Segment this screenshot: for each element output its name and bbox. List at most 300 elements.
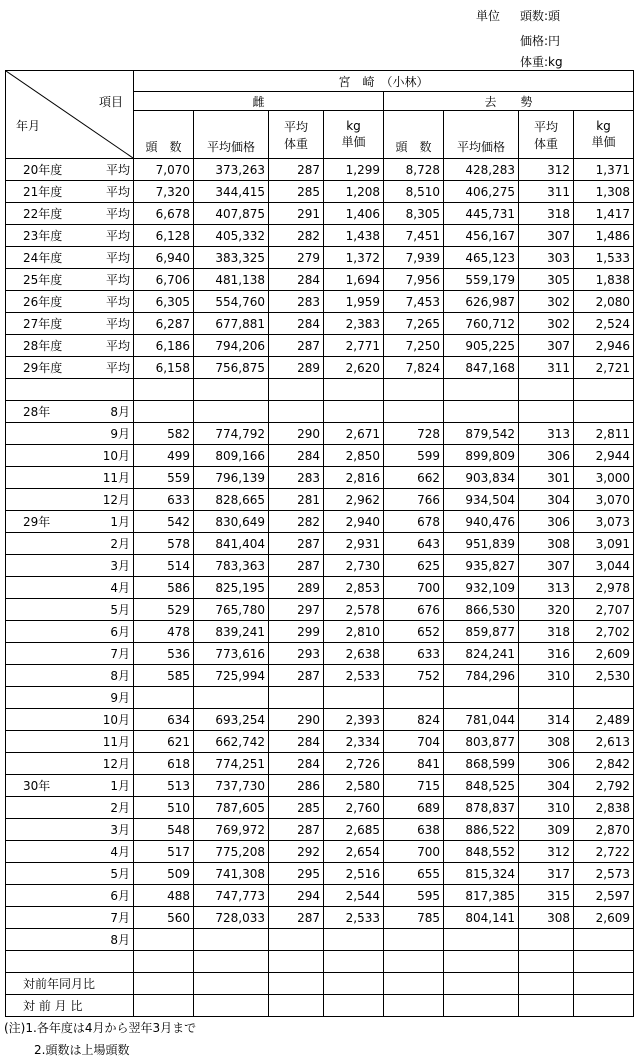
data-cell: 2,722 xyxy=(574,841,634,863)
data-cell xyxy=(269,951,324,973)
row-month-label: 11月 xyxy=(102,471,130,485)
data-cell: 951,839 xyxy=(444,533,519,555)
row-label-cell xyxy=(6,973,134,995)
row-month-label: 平均 xyxy=(105,273,130,287)
data-cell: 7,956 xyxy=(384,269,444,291)
col-kg-price-c xyxy=(574,111,634,159)
data-cell: 796,139 xyxy=(194,467,269,489)
row-label-cell xyxy=(6,511,134,533)
row-month-label: 12月 xyxy=(102,493,130,507)
data-cell: 1,372 xyxy=(324,247,384,269)
table-row xyxy=(6,357,634,379)
yearmonth-label: 年月 xyxy=(16,119,41,133)
table-row xyxy=(6,687,634,709)
data-cell: 287 xyxy=(269,335,324,357)
table-row xyxy=(6,269,634,291)
data-cell: 1,371 xyxy=(574,159,634,181)
data-cell xyxy=(269,929,324,951)
data-cell: 741,308 xyxy=(194,863,269,885)
data-cell: 286 xyxy=(269,775,324,797)
data-cell: 2,685 xyxy=(324,819,384,841)
data-cell: 655 xyxy=(384,863,444,885)
data-cell: 7,320 xyxy=(134,181,194,203)
table-row xyxy=(6,819,634,841)
data-cell xyxy=(269,995,324,1017)
data-cell: 7,453 xyxy=(384,291,444,313)
row-month-label: 5月 xyxy=(110,603,130,617)
data-cell: 481,138 xyxy=(194,269,269,291)
data-cell: 428,283 xyxy=(444,159,519,181)
row-month-label: 平均 xyxy=(105,185,130,199)
data-cell: 307 xyxy=(519,225,574,247)
data-cell: 815,324 xyxy=(444,863,519,885)
data-cell: 310 xyxy=(519,797,574,819)
row-month-label: 3月 xyxy=(110,559,130,573)
col-kg-price-c-2: 単価 xyxy=(591,135,616,149)
row-label-cell xyxy=(6,753,134,775)
data-cell: 940,476 xyxy=(444,511,519,533)
row-label-cell xyxy=(6,291,134,313)
data-cell: 905,225 xyxy=(444,335,519,357)
data-cell: 899,809 xyxy=(444,445,519,467)
table-row xyxy=(6,753,634,775)
row-year-label: 25年度 xyxy=(23,273,63,287)
col-avg-price-c: 平均価格 xyxy=(444,111,519,159)
data-cell: 6,186 xyxy=(134,335,194,357)
data-cell: 2,544 xyxy=(324,885,384,907)
data-cell xyxy=(574,973,634,995)
row-label-cell xyxy=(6,995,134,1017)
data-cell: 809,166 xyxy=(194,445,269,467)
data-cell xyxy=(194,929,269,951)
data-cell: 2,946 xyxy=(574,335,634,357)
data-cell xyxy=(519,929,574,951)
table-row xyxy=(6,885,634,907)
data-cell: 752 xyxy=(384,665,444,687)
table-row xyxy=(6,709,634,731)
data-cell: 1,299 xyxy=(324,159,384,181)
data-cell: 285 xyxy=(269,797,324,819)
data-cell: 304 xyxy=(519,775,574,797)
data-cell: 3,044 xyxy=(574,555,634,577)
row-label-cell xyxy=(6,269,134,291)
data-cell: 294 xyxy=(269,885,324,907)
data-cell: 774,251 xyxy=(194,753,269,775)
data-cell: 618 xyxy=(134,753,194,775)
row-label-cell xyxy=(6,533,134,555)
row-month-label: 3月 xyxy=(110,823,130,837)
data-cell: 6,305 xyxy=(134,291,194,313)
table-row xyxy=(6,577,634,599)
data-cell: 2,613 xyxy=(574,731,634,753)
data-cell: 634 xyxy=(134,709,194,731)
data-cell: 2,334 xyxy=(324,731,384,753)
data-cell: 287 xyxy=(269,555,324,577)
col-avg-weight-f xyxy=(269,111,324,159)
unit-weight: 体重:kg xyxy=(520,55,563,69)
data-cell xyxy=(519,995,574,1017)
notes xyxy=(4,1017,196,1061)
data-cell: 7,250 xyxy=(384,335,444,357)
data-cell: 302 xyxy=(519,291,574,313)
data-cell: 2,533 xyxy=(324,907,384,929)
data-cell: 287 xyxy=(269,665,324,687)
data-cell: 8,510 xyxy=(384,181,444,203)
data-cell: 311 xyxy=(519,357,574,379)
data-cell: 677,881 xyxy=(194,313,269,335)
data-cell: 586 xyxy=(134,577,194,599)
data-cell: 283 xyxy=(269,291,324,313)
data-cell: 2,811 xyxy=(574,423,634,445)
row-month-label: 2月 xyxy=(110,801,130,815)
data-cell: 478 xyxy=(134,621,194,643)
data-cell xyxy=(574,929,634,951)
data-cell: 310 xyxy=(519,665,574,687)
table-row xyxy=(6,775,634,797)
data-cell xyxy=(134,401,194,423)
table-row xyxy=(6,665,634,687)
row-label-cell xyxy=(6,709,134,731)
data-cell xyxy=(574,401,634,423)
data-cell xyxy=(269,379,324,401)
data-cell: 652 xyxy=(384,621,444,643)
data-cell: 7,824 xyxy=(384,357,444,379)
data-cell: 6,158 xyxy=(134,357,194,379)
data-cell: 643 xyxy=(384,533,444,555)
table-row xyxy=(6,841,634,863)
row-year-label: 28年 xyxy=(23,405,51,419)
data-cell xyxy=(444,995,519,1017)
table-row xyxy=(6,379,634,401)
data-cell: 879,542 xyxy=(444,423,519,445)
data-cell: 7,939 xyxy=(384,247,444,269)
row-label-cell xyxy=(6,555,134,577)
data-cell: 287 xyxy=(269,159,324,181)
data-cell: 312 xyxy=(519,159,574,181)
data-cell: 700 xyxy=(384,577,444,599)
unit-label: 単位 xyxy=(476,9,501,23)
data-cell: 2,530 xyxy=(574,665,634,687)
unit-heads: 頭数:頭 xyxy=(520,9,561,23)
data-cell: 284 xyxy=(269,445,324,467)
data-cell xyxy=(444,687,519,709)
data-cell: 886,522 xyxy=(444,819,519,841)
table-row xyxy=(6,423,634,445)
data-cell: 787,605 xyxy=(194,797,269,819)
data-cell: 2,870 xyxy=(574,819,634,841)
data-cell: 8,305 xyxy=(384,203,444,225)
data-cell: 638 xyxy=(384,819,444,841)
data-cell xyxy=(384,929,444,951)
data-cell xyxy=(134,687,194,709)
col-avg-weight-c xyxy=(519,111,574,159)
data-cell: 311 xyxy=(519,181,574,203)
data-cell: 314 xyxy=(519,709,574,731)
data-cell: 2,853 xyxy=(324,577,384,599)
data-cell: 848,552 xyxy=(444,841,519,863)
table-row xyxy=(6,445,634,467)
data-cell: 2,393 xyxy=(324,709,384,731)
table-row xyxy=(6,599,634,621)
data-cell: 878,837 xyxy=(444,797,519,819)
data-cell: 279 xyxy=(269,247,324,269)
data-cell: 465,123 xyxy=(444,247,519,269)
table-row xyxy=(6,203,634,225)
data-cell: 7,070 xyxy=(134,159,194,181)
row-year-label: 21年度 xyxy=(23,185,63,199)
data-cell xyxy=(134,995,194,1017)
data-cell: 2,850 xyxy=(324,445,384,467)
data-cell: 2,810 xyxy=(324,621,384,643)
data-cell xyxy=(194,995,269,1017)
row-year-label: 29年度 xyxy=(23,361,63,375)
data-cell xyxy=(134,379,194,401)
table-row xyxy=(6,313,634,335)
data-cell: 283 xyxy=(269,467,324,489)
row-month-label: 6月 xyxy=(110,625,130,639)
data-cell: 2,816 xyxy=(324,467,384,489)
table-row xyxy=(6,489,634,511)
data-cell xyxy=(444,379,519,401)
data-cell: 1,838 xyxy=(574,269,634,291)
data-cell: 383,325 xyxy=(194,247,269,269)
data-cell: 2,702 xyxy=(574,621,634,643)
data-cell: 290 xyxy=(269,709,324,731)
row-month-label: 2月 xyxy=(110,537,130,551)
data-cell: 282 xyxy=(269,511,324,533)
data-cell: 308 xyxy=(519,533,574,555)
data-cell: 7,265 xyxy=(384,313,444,335)
data-cell: 599 xyxy=(384,445,444,467)
data-cell: 2,580 xyxy=(324,775,384,797)
row-label-cell xyxy=(6,225,134,247)
data-cell xyxy=(444,401,519,423)
row-label-cell xyxy=(6,203,134,225)
row-label-cell xyxy=(6,731,134,753)
data-cell xyxy=(384,973,444,995)
data-cell xyxy=(384,379,444,401)
row-month-label: 12月 xyxy=(102,757,130,771)
data-cell: 841,404 xyxy=(194,533,269,555)
row-month-label: 10月 xyxy=(102,713,130,727)
data-cell: 704 xyxy=(384,731,444,753)
row-year-label: 28年度 xyxy=(23,339,63,353)
table-row xyxy=(6,555,634,577)
row-month-label: 4月 xyxy=(110,581,130,595)
data-cell xyxy=(324,929,384,951)
data-cell xyxy=(574,995,634,1017)
data-cell: 289 xyxy=(269,577,324,599)
col-kg-price-c-1: kg xyxy=(596,119,611,133)
data-cell xyxy=(444,929,519,951)
table-row xyxy=(6,643,634,665)
data-cell: 281 xyxy=(269,489,324,511)
data-cell: 2,721 xyxy=(574,357,634,379)
row-month-label: 7月 xyxy=(110,647,130,661)
data-cell xyxy=(574,379,634,401)
row-year-label: 27年度 xyxy=(23,317,63,331)
data-cell: 514 xyxy=(134,555,194,577)
data-cell: 306 xyxy=(519,511,574,533)
data-cell: 2,730 xyxy=(324,555,384,577)
data-cell: 320 xyxy=(519,599,574,621)
data-cell: 773,616 xyxy=(194,643,269,665)
col-kg-price-f xyxy=(324,111,384,159)
data-cell: 318 xyxy=(519,203,574,225)
data-cell: 621 xyxy=(134,731,194,753)
data-cell: 284 xyxy=(269,753,324,775)
data-cell xyxy=(194,951,269,973)
data-cell: 3,073 xyxy=(574,511,634,533)
data-cell: 934,504 xyxy=(444,489,519,511)
data-cell xyxy=(519,687,574,709)
data-cell: 308 xyxy=(519,731,574,753)
data-cell: 2,671 xyxy=(324,423,384,445)
data-cell: 1,406 xyxy=(324,203,384,225)
data-cell: 297 xyxy=(269,599,324,621)
row-month-label: 8月 xyxy=(110,669,130,683)
data-cell: 2,978 xyxy=(574,577,634,599)
data-cell xyxy=(194,401,269,423)
data-cell: 3,091 xyxy=(574,533,634,555)
data-cell: 1,208 xyxy=(324,181,384,203)
data-cell xyxy=(194,379,269,401)
data-cell: 781,044 xyxy=(444,709,519,731)
data-cell xyxy=(384,951,444,973)
data-cell: 678 xyxy=(384,511,444,533)
data-cell: 775,208 xyxy=(194,841,269,863)
data-cell: 578 xyxy=(134,533,194,555)
data-cell: 1,959 xyxy=(324,291,384,313)
data-cell: 407,875 xyxy=(194,203,269,225)
data-cell: 285 xyxy=(269,181,324,203)
row-year-label: 20年度 xyxy=(23,163,63,177)
table-row xyxy=(6,401,634,423)
table-row xyxy=(6,511,634,533)
data-cell: 903,834 xyxy=(444,467,519,489)
data-cell: 312 xyxy=(519,841,574,863)
row-label-cell xyxy=(6,445,134,467)
row-month-label: 1月 xyxy=(110,779,130,793)
row-label-cell xyxy=(6,665,134,687)
data-cell: 804,141 xyxy=(444,907,519,929)
data-cell: 316 xyxy=(519,643,574,665)
table-row xyxy=(6,467,634,489)
data-cell: 725,994 xyxy=(194,665,269,687)
data-cell: 633 xyxy=(384,643,444,665)
data-cell xyxy=(444,951,519,973)
data-cell: 693,254 xyxy=(194,709,269,731)
data-cell: 2,597 xyxy=(574,885,634,907)
data-cell: 510 xyxy=(134,797,194,819)
col-avg-price-f: 平均価格 xyxy=(194,111,269,159)
data-cell: 625 xyxy=(384,555,444,577)
col-avg-weight-c-1: 平均 xyxy=(533,119,558,134)
data-cell: 715 xyxy=(384,775,444,797)
data-cell: 2,944 xyxy=(574,445,634,467)
data-cell: 488 xyxy=(134,885,194,907)
data-cell xyxy=(269,973,324,995)
data-cell: 306 xyxy=(519,753,574,775)
row-month-label: 9月 xyxy=(110,691,130,705)
note-line-2: 2.頭数は上場頭数 xyxy=(34,1043,130,1057)
row-label-cell xyxy=(6,643,134,665)
row-month-label: 6月 xyxy=(110,889,130,903)
data-cell: 373,263 xyxy=(194,159,269,181)
data-cell: 287 xyxy=(269,533,324,555)
data-cell: 783,363 xyxy=(194,555,269,577)
data-cell: 284 xyxy=(269,269,324,291)
data-cell: 774,792 xyxy=(194,423,269,445)
row-month-label: 平均 xyxy=(105,163,130,177)
col-avg-weight-f-1: 平均 xyxy=(283,119,308,134)
row-label-cell xyxy=(6,379,134,401)
table-row xyxy=(6,863,634,885)
data-cell: 766 xyxy=(384,489,444,511)
data-cell: 287 xyxy=(269,907,324,929)
data-cell: 304 xyxy=(519,489,574,511)
data-cell: 859,877 xyxy=(444,621,519,643)
data-cell: 2,383 xyxy=(324,313,384,335)
data-cell: 932,109 xyxy=(444,577,519,599)
data-cell: 318 xyxy=(519,621,574,643)
data-cell: 2,533 xyxy=(324,665,384,687)
data-cell: 2,489 xyxy=(574,709,634,731)
data-cell xyxy=(519,379,574,401)
col-kg-price-f-1: kg xyxy=(346,119,361,133)
table-row xyxy=(6,225,634,247)
row-year-label: 30年 xyxy=(23,779,51,793)
data-cell: 554,760 xyxy=(194,291,269,313)
female-group-header: 雌 xyxy=(134,92,384,111)
table-row xyxy=(6,247,634,269)
data-cell: 7,451 xyxy=(384,225,444,247)
data-cell: 2,726 xyxy=(324,753,384,775)
row-label-cell xyxy=(6,885,134,907)
data-cell: 2,760 xyxy=(324,797,384,819)
data-cell: 513 xyxy=(134,775,194,797)
data-cell: 536 xyxy=(134,643,194,665)
row-label-cell xyxy=(6,621,134,643)
data-cell: 700 xyxy=(384,841,444,863)
data-cell: 292 xyxy=(269,841,324,863)
row-month-label: 4月 xyxy=(110,845,130,859)
data-cell: 301 xyxy=(519,467,574,489)
data-cell: 841 xyxy=(384,753,444,775)
data-cell: 728,033 xyxy=(194,907,269,929)
col-avg-weight-c-2: 体重 xyxy=(533,136,558,151)
row-month-label: 平均 xyxy=(105,251,130,265)
row-year-label: 対 前 月 比 xyxy=(23,999,83,1013)
data-cell: 291 xyxy=(269,203,324,225)
data-cell: 559 xyxy=(134,467,194,489)
data-cell: 2,609 xyxy=(574,907,634,929)
data-cell: 2,842 xyxy=(574,753,634,775)
data-cell: 2,609 xyxy=(574,643,634,665)
data-cell: 560 xyxy=(134,907,194,929)
table-row xyxy=(6,973,634,995)
data-cell: 6,940 xyxy=(134,247,194,269)
data-cell: 662,742 xyxy=(194,731,269,753)
table-row xyxy=(6,907,634,929)
data-cell: 305 xyxy=(519,269,574,291)
data-cell: 689 xyxy=(384,797,444,819)
row-month-label: 5月 xyxy=(110,867,130,881)
row-year-label: 26年度 xyxy=(23,295,63,309)
row-label-cell xyxy=(6,247,134,269)
row-month-label: 平均 xyxy=(105,317,130,331)
data-cell: 2,573 xyxy=(574,863,634,885)
